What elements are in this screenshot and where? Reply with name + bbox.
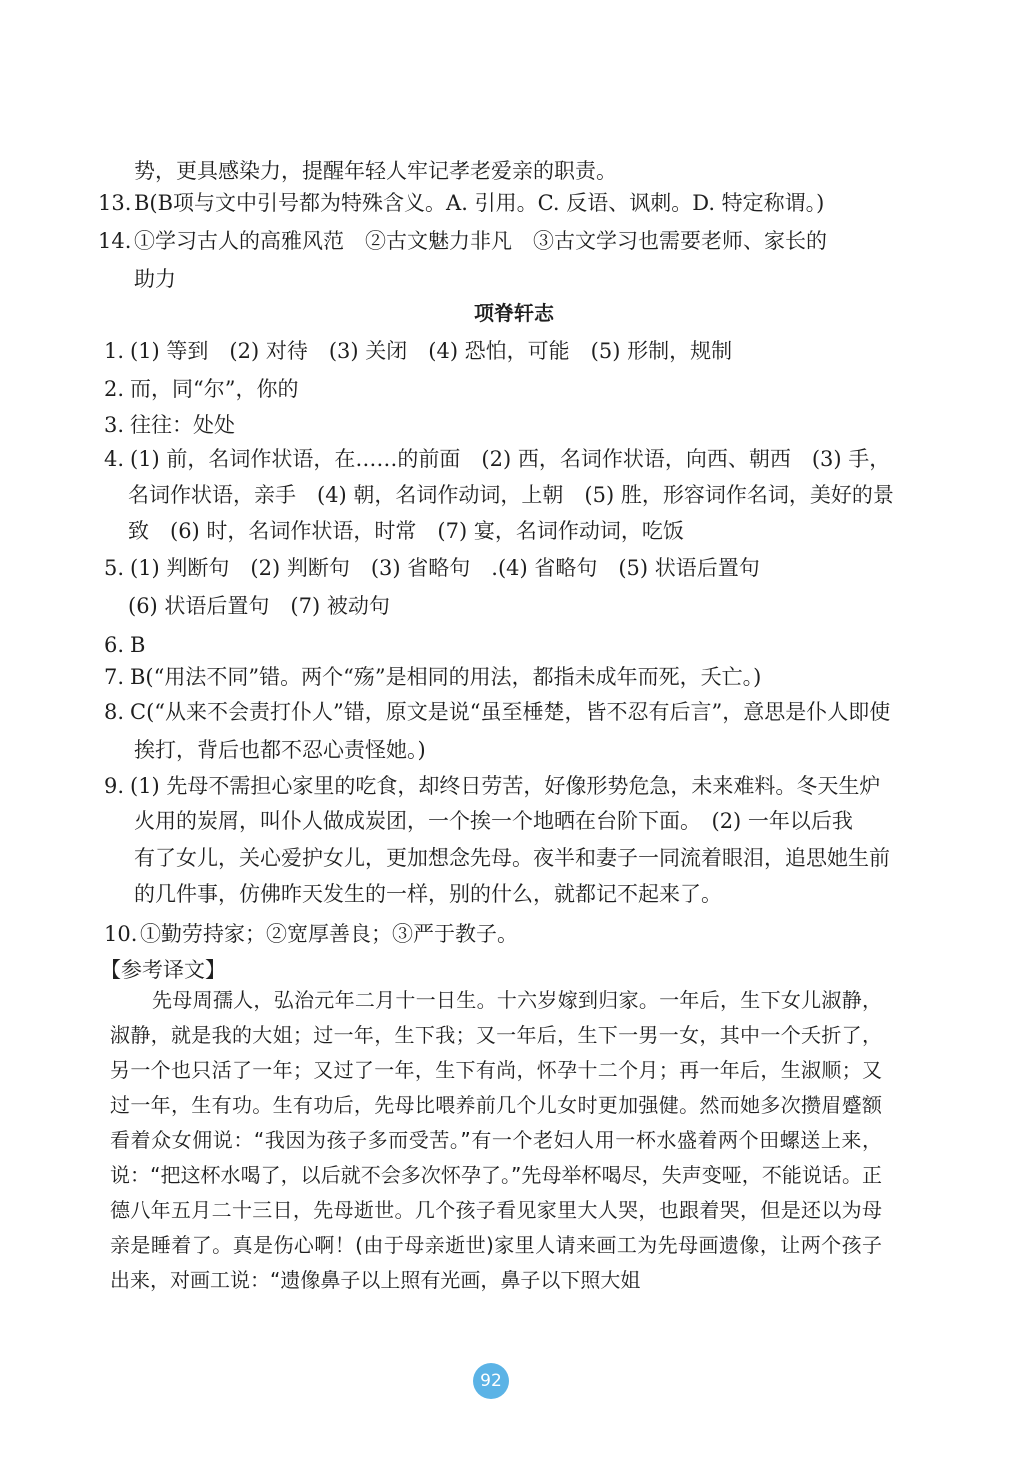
answer-item-2 <box>104 374 298 404</box>
answer-item-5 <box>104 553 760 583</box>
answer-item-9-cont-1: 火用的炭屑，叫仆人做成炭团，一个挨一个地晒在台阶下面。 (2) 一年以后我 <box>134 809 853 833</box>
item-text: (1) 前，名词作状语，在……的前面 (2) 西，名词作状语，向西、朝西 (3) 手， <box>130 447 891 471</box>
answer-item-9-cont-3: 的几件事，仿佛昨天发生的一样，别的什么，就都记不起来了。 <box>134 882 722 906</box>
answer-item-8-cont: 挨打，背后也都不忍心责怪她。) <box>134 738 426 762</box>
section-title: 项脊轩志 <box>474 301 554 325</box>
item-number: 10. <box>104 922 138 946</box>
item-number: 6. <box>104 633 125 657</box>
answer-item-10 <box>104 919 518 949</box>
intro-tail-line: 势，更具感染力，提醒年轻人牢记孝老爱亲的职责。 <box>134 159 617 183</box>
item-number: 9. <box>104 774 125 798</box>
reference-paragraph: 先母周孺人，弘治元年二月十一日生。十六岁嫁到归家。一年后，生下女儿淑静，淑静，就是我的大姐；过一年，生下我；又一年后，生下一男一女，其中一个夭折了，另一个也只活了一年；又过了一年，生下有尚，怀孕十二个月；再一年后，生淑顺；又过一年，生有功。生有功后，先母比喂养前几个儿女时更加强健。然而她多次攒眉蹙额看着众女佣说：“我因为孩子多而受苦。”有一个老妇人用一杯水盛着两个田螺送上来，说：“把这杯水喝了，以后就不会多次怀孕了。”先母举杯喝尽，失声变哑，不能说话。正德八年五月二十三日，先母逝世。几个孩子看见家里大人哭，也跟着哭，但是还以为母亲是睡着了。真是伤心啊！(由于母亲逝世)家里人请来画工为先母画遗像，让两个孩子出来，对画工说：“遗像鼻子以上照有光画，鼻子以下照大姐 <box>110 988 882 1292</box>
answer-item-4-cont-2: 致 (6) 时，名词作状语，时常 (7) 宴，名词作动词，吃饭 <box>128 519 684 543</box>
item-number: 8. <box>104 700 125 724</box>
item-number: 3. <box>104 413 125 437</box>
item-text: ①学习古人的高雅风范 ②古文魅力非凡 ③古文学习也需要老师、家长的 <box>134 229 827 253</box>
answer-item-7 <box>104 662 761 692</box>
reference-heading: 【参考译文】 <box>100 958 226 982</box>
item-text: (1) 判断句 (2) 判断句 (3) 省略句 .(4) 省略句 (5) 状语后置句 <box>130 556 760 580</box>
answer-item-5-cont: (6) 状语后置句 (7) 被动句 <box>128 594 390 618</box>
answer-item-9 <box>104 771 880 801</box>
item-number: 1. <box>104 339 125 363</box>
item-text: B(“用法不同”错。两个“殇”是相同的用法，都指未成年而死，夭亡。) <box>130 665 762 689</box>
item-number: 2. <box>104 377 125 401</box>
answer-item-4 <box>104 444 890 474</box>
answer-item-1 <box>104 336 732 366</box>
item-number: 14. <box>98 229 132 253</box>
answer-item-13 <box>98 188 824 218</box>
item-number: 7. <box>104 665 125 689</box>
item-number: 4. <box>104 447 125 471</box>
answer-item-8 <box>104 697 890 727</box>
item-number: 5. <box>104 556 125 580</box>
item-text: B <box>130 633 146 657</box>
answer-item-9-cont-2: 有了女儿，关心爱护女儿，更加想念先母。夜半和妻子一同流着眼泪，追思她生前 <box>134 846 890 870</box>
answer-item-14 <box>98 226 827 256</box>
item-text: (1) 先母不需担心家里的吃食，却终日劳苦，好像形势危急，未来难料。冬天生炉 <box>130 774 881 798</box>
answer-item-14-cont: 助力 <box>134 267 176 291</box>
item-text: 往往：处处 <box>130 413 235 437</box>
item-number: 13. <box>98 191 132 215</box>
answer-item-3 <box>104 410 235 440</box>
item-text: 而，同“尔”，你的 <box>130 377 299 401</box>
answer-item-6 <box>104 630 145 660</box>
item-text: ①勤劳持家；②宽厚善良；③严于教子。 <box>140 922 518 946</box>
item-text: (1) 等到 (2) 对待 (3) 关闭 (4) 恐怕，可能 (5) 形制，规制 <box>130 339 733 363</box>
page-number-badge: 92 <box>473 1363 509 1399</box>
reference-translation <box>110 983 882 1298</box>
item-text: C(“从来不会责打仆人”错，原文是说“虽至棰楚，皆不忍有后言”，意思是仆人即使 <box>130 700 891 724</box>
answer-item-4-cont-1: 名词作状语，亲手 (4) 朝，名词作动词，上朝 (5) 胜，形容词作名词，美好的景 <box>128 483 894 507</box>
item-text: B(B项与文中引号都为特殊含义。A. 引用。C. 反语、讽刺。D. 特定称谓。) <box>134 191 825 215</box>
